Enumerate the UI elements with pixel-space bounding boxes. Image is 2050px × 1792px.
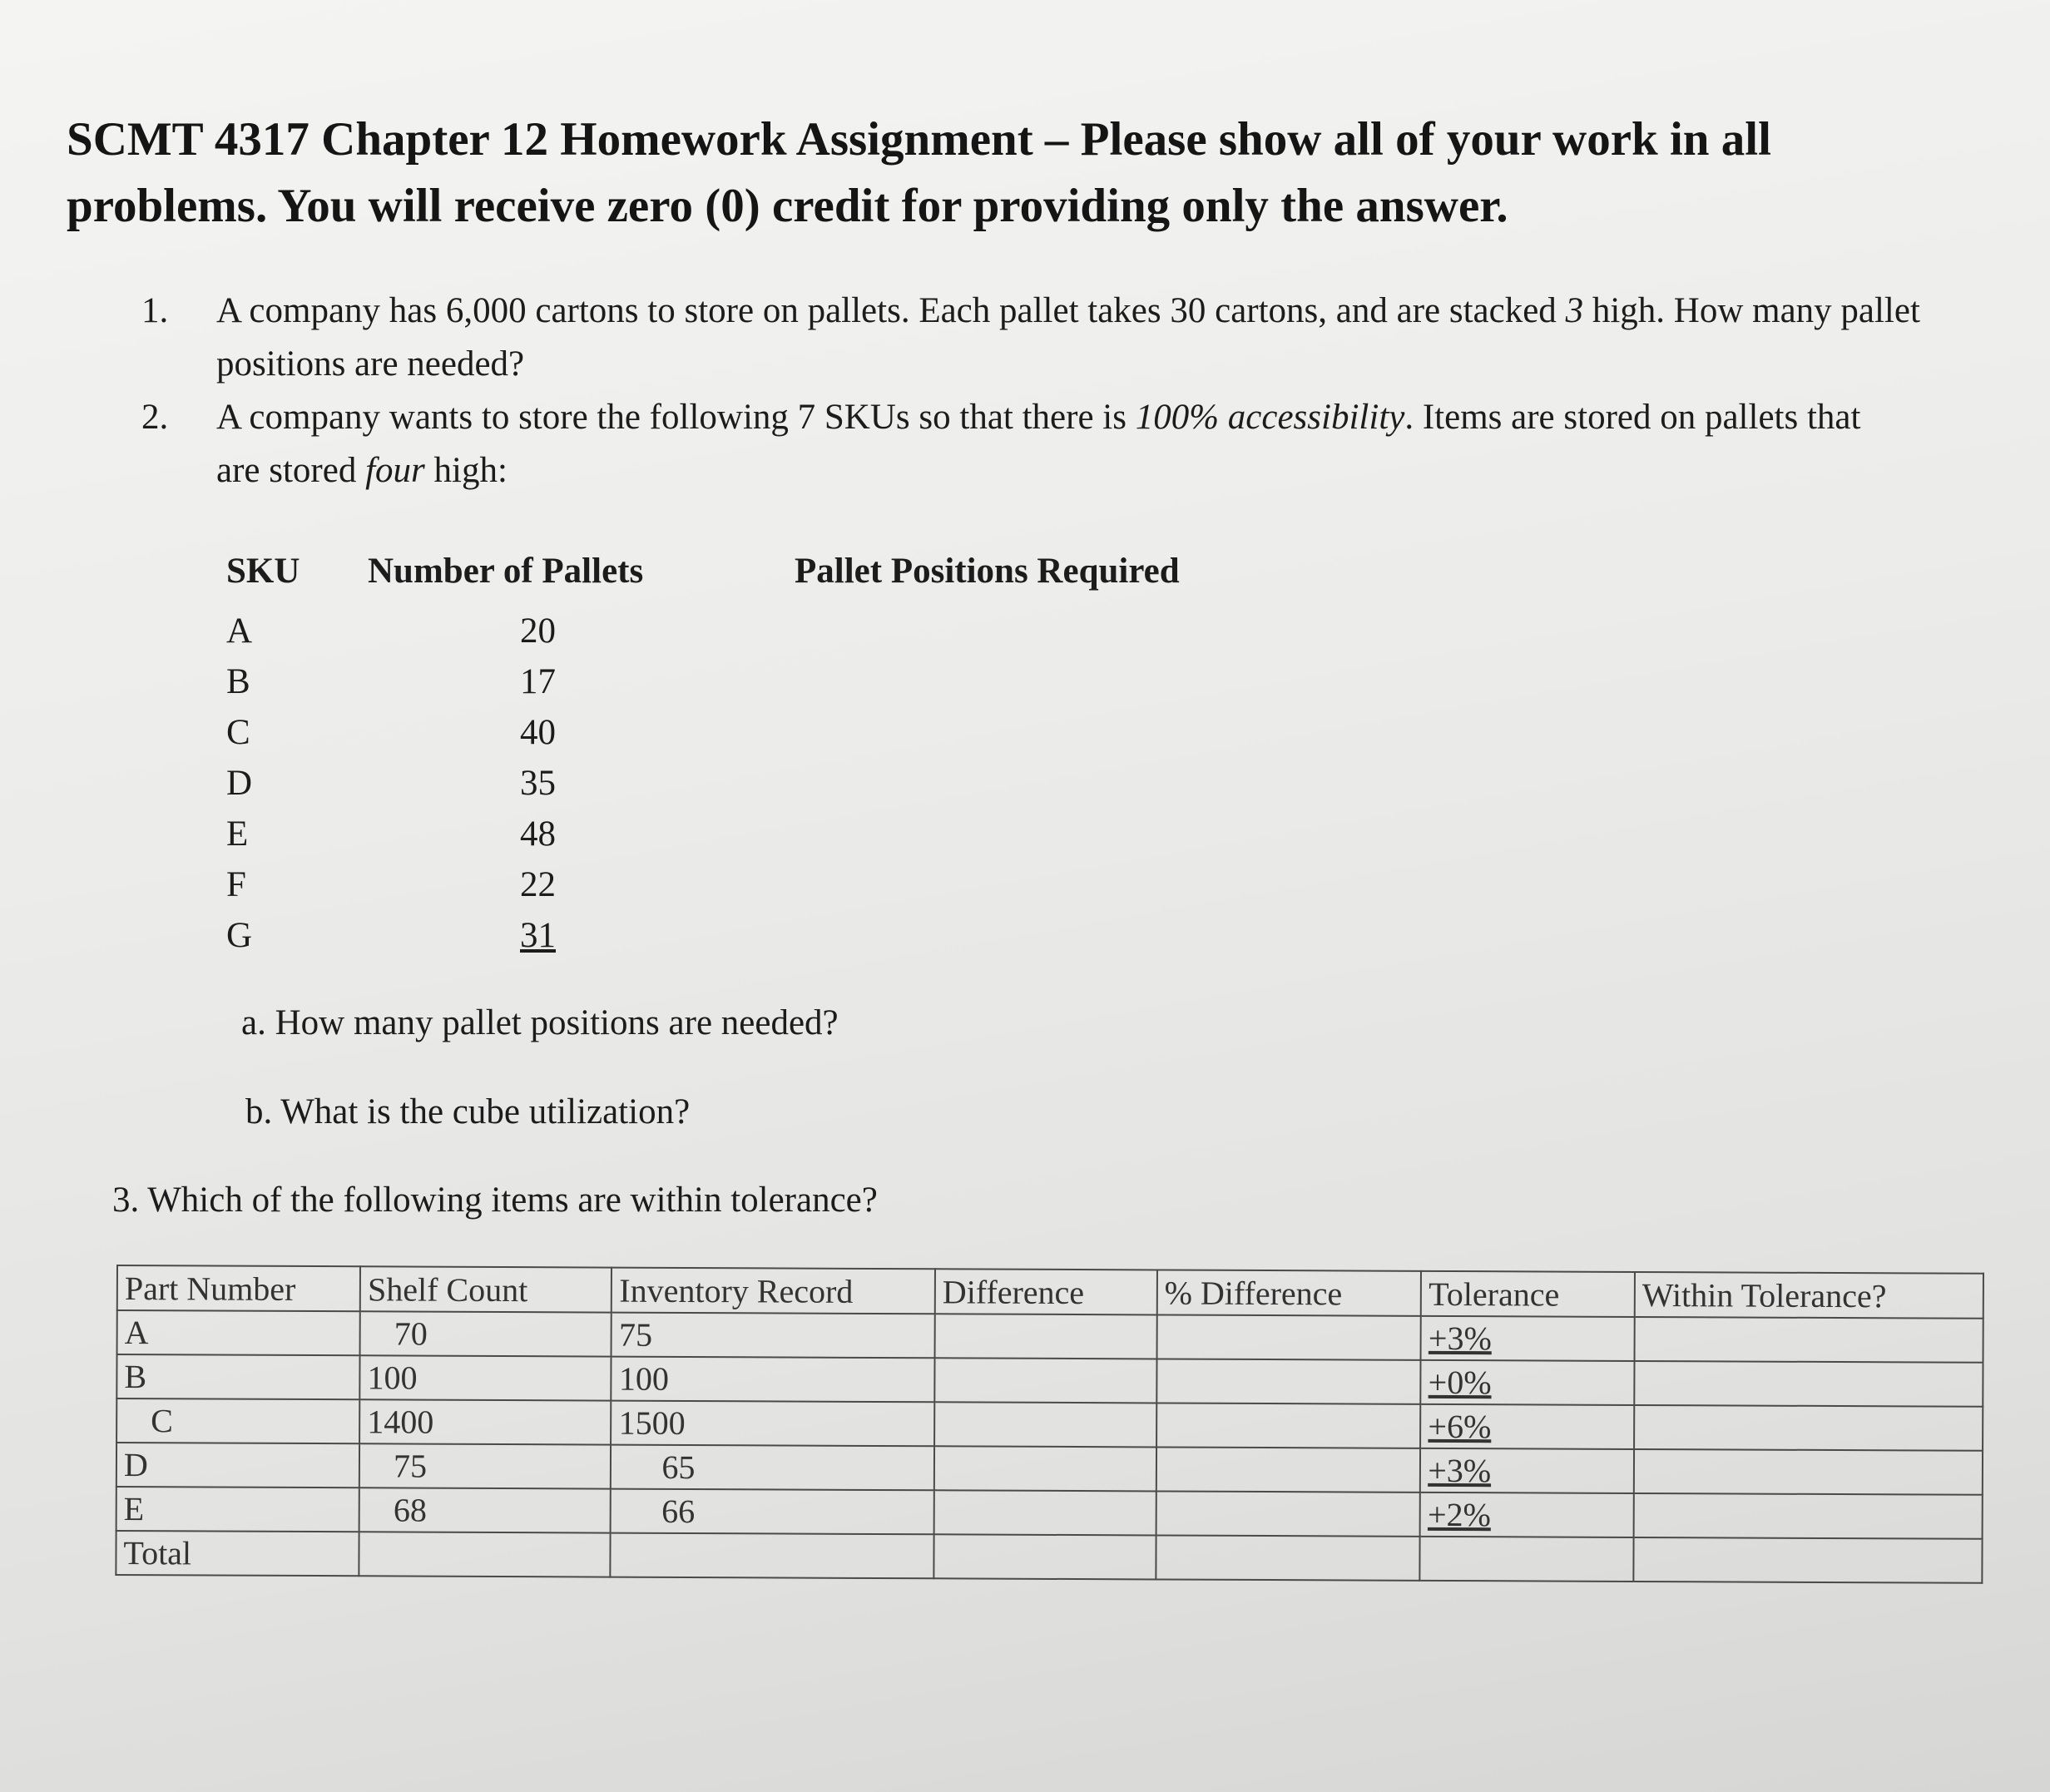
tolerance-cell: +3% — [1421, 1316, 1635, 1361]
col-tolerance: Tolerance — [1421, 1271, 1635, 1317]
pallet-count: 20 — [520, 611, 556, 651]
positions-header: Pallet Positions Required — [795, 552, 1180, 591]
percent-cell — [1156, 1447, 1421, 1492]
tolerance-cell: +0% — [1421, 1360, 1635, 1405]
pallet-count: 35 — [520, 764, 556, 803]
question-3: 3. Which of the following items are within tolerance? — [112, 1181, 878, 1220]
tolerance-cell: +3% — [1420, 1448, 1634, 1493]
inventory-cell: 75 — [612, 1313, 935, 1359]
question-2b: b. What is the cube utilization? — [245, 1092, 691, 1131]
question-2-number: 2. — [141, 398, 169, 437]
tolerance-cell: +2% — [1420, 1493, 1634, 1537]
total-within-cell — [1633, 1537, 1982, 1583]
shelf-cell: 68 — [359, 1488, 612, 1532]
percent-cell — [1156, 1491, 1420, 1536]
within-cell — [1634, 1317, 1983, 1363]
part-cell: C — [116, 1398, 359, 1443]
within-cell — [1634, 1405, 1983, 1451]
tolerance-header-row — [117, 1265, 1983, 1319]
difference-cell — [935, 1314, 1157, 1359]
sku-item: E — [226, 814, 249, 854]
page-title: SCMT 4317 Chapter 12 Homework Assignment – Please show all of your work in all problems. You will receive zero (0) credit for providing only the answer. — [67, 113, 1771, 232]
inventory-cell: 100 — [612, 1357, 935, 1403]
table-row — [116, 1443, 1983, 1495]
pallet-count: 40 — [520, 713, 556, 752]
difference-cell — [934, 1446, 1156, 1491]
tolerance-cell: +6% — [1420, 1404, 1634, 1449]
within-cell — [1634, 1493, 1983, 1539]
question-1-number: 1. — [141, 291, 169, 330]
pallet-count: 22 — [520, 865, 556, 904]
inventory-cell: 65 — [611, 1445, 934, 1491]
sku-item: F — [226, 865, 246, 904]
sku-item: C — [226, 713, 250, 752]
tolerance-table — [115, 1265, 1984, 1584]
question-2a: a. How many pallet positions are needed? — [241, 1003, 839, 1042]
percent-cell — [1156, 1403, 1421, 1448]
sku-list — [226, 606, 252, 961]
pallets-list — [499, 606, 556, 961]
col-shelf-count: Shelf Count — [360, 1266, 612, 1312]
percent-cell — [1156, 1314, 1421, 1359]
total-tolerance-cell — [1420, 1537, 1634, 1582]
difference-cell — [934, 1490, 1156, 1535]
table-row — [117, 1310, 1983, 1363]
question-1-text: A company has 6,000 cartons to store on pallets. Each pallet takes 30 cartons, and are stacked 3 high. How many pallet positions are needed? — [216, 291, 1920, 384]
table-row — [116, 1398, 1983, 1451]
pallets-header: Number of Pallets — [368, 552, 644, 591]
within-cell — [1634, 1449, 1983, 1495]
col-inventory-record: Inventory Record — [612, 1268, 935, 1314]
total-shelf-cell — [359, 1532, 612, 1577]
pallet-count: 17 — [520, 662, 556, 701]
shelf-cell: 75 — [359, 1443, 612, 1488]
sku-item: A — [226, 611, 253, 651]
total-difference-cell — [933, 1534, 1156, 1579]
total-inventory-cell — [611, 1533, 934, 1579]
sku-item: D — [226, 764, 253, 803]
total-row — [116, 1531, 1982, 1583]
col-part-number: Part Number — [117, 1265, 360, 1311]
pallet-count: 48 — [520, 814, 556, 854]
sku-header: SKU — [226, 552, 300, 591]
percent-cell — [1156, 1359, 1421, 1403]
inventory-cell: 66 — [611, 1489, 934, 1535]
inventory-cell: 1500 — [612, 1401, 935, 1447]
part-cell: E — [116, 1487, 359, 1532]
sku-item: B — [226, 662, 250, 701]
col-difference: Difference — [935, 1269, 1157, 1314]
total-label: Total — [116, 1531, 359, 1576]
part-cell: B — [116, 1354, 359, 1399]
total-percent-cell — [1156, 1535, 1420, 1580]
shelf-cell: 70 — [360, 1311, 612, 1356]
col-percent-difference: % Difference — [1157, 1270, 1422, 1315]
sku-item: G — [226, 916, 253, 955]
shelf-cell: 1400 — [359, 1399, 612, 1444]
question-2-text: A company wants to store the following 7 SKUs so that there is 100% accessibility. Items are stored on pallets that are stored four high: — [216, 398, 1861, 490]
difference-cell — [934, 1402, 1156, 1447]
within-cell — [1634, 1361, 1983, 1407]
col-within-tolerance: Within Tolerance? — [1635, 1272, 1983, 1319]
table-row — [116, 1354, 1983, 1407]
part-cell: A — [117, 1310, 360, 1355]
pallet-count: 31 — [520, 916, 556, 955]
difference-cell — [934, 1358, 1156, 1403]
part-cell: D — [116, 1443, 359, 1488]
table-row — [116, 1487, 1983, 1539]
shelf-cell: 100 — [359, 1355, 612, 1400]
